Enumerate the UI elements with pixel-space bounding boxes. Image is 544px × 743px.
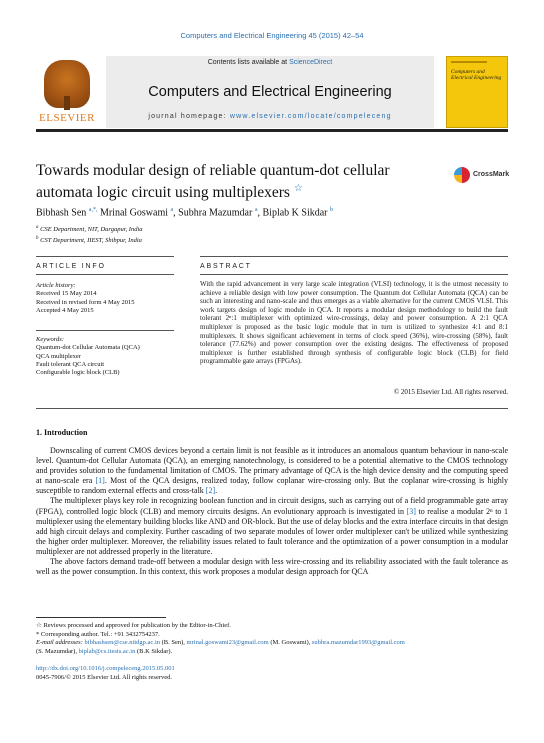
keyword: Fault tolerant QCA circuit	[36, 360, 105, 368]
cover-title: Computers and Electrical Engineering	[451, 69, 502, 81]
author-name: Subhra Mazumdar	[178, 207, 253, 219]
crossmark-badge[interactable]: CrossMark	[454, 167, 510, 185]
keyword: Quantum-dot Cellular Automata (QCA)	[36, 344, 140, 352]
keyword: Configurable logic block (CLB)	[36, 369, 120, 377]
elsevier-wordmark: ELSEVIER	[39, 112, 95, 124]
author-affiliation-mark[interactable]: a	[170, 207, 174, 213]
paragraph: Downscaling of current CMOS devices beyond a certain limit is not feasible as it introduces an anomalous quantum behaviour in nano-scale level. Quantum-dot Cellular Automata (QCA), an emerging nanotechnology, is considered to be a potential alternative to the CMOS technology and provides solution to the fundamental limitation of CMOS. The primary advantage of QCA is the high device density and the computing speed at nano-scale era [1]. Most of the QCA designs, realized today, follow coplanar wire-crossing only. But the coplanar wire-crossing is highly susceptible to random external effects and cross-talk [2].	[36, 446, 508, 496]
abstract-heading: ABSTRACT	[200, 263, 252, 270]
footnote: * Corresponding author. Tel.: +91 3432754237.	[36, 630, 160, 638]
footnote-divider	[36, 617, 166, 618]
author-name: Bibhash Sen	[36, 207, 87, 219]
paragraph: The multiplexer plays key role in recognizing boolean function and in circuit designs, such as carrying out of a field programmable gate array (FPGA), controlled logic block (CLB) and memory circuits designs. An evolutionary approach is investigated in [3] to realise a modular 2ⁿ to 1 multiplexer using the elementary building blocks like AND and OR-block. But the use of delay blocks and the extra interface circuits in that design add high circuit delays and complexity. Further cascading of two separate modules of lower order multiplexer can't be utilized while synthesizing the higher order multiplexer. Moreover, the reliability issues related to fault tolerance and the optimization of a power consumption in a modular multiplexer are not addressed properly in the literature.	[36, 496, 508, 556]
doi-link[interactable]: http://dx.doi.org/10.1016/j.compeleceng.2015.05.001	[36, 665, 175, 672]
issn-line: 0045-7906/© 2015 Elsevier Ltd. All rights reserved.	[36, 674, 172, 681]
affiliation: $^b$ CST Department, IIEST, Shibpur, India	[36, 236, 142, 245]
affiliation: $^a$ CSE Department, NIT, Durgapur, India	[36, 225, 143, 234]
author-list: Bibhash Sen $^{a,*,}$ Mrinal Goswami $^a$, Subhra Mazumdar $^a$, Biplab K Sikdar $^b$	[36, 207, 333, 219]
citation-link[interactable]: [1]	[95, 476, 105, 486]
article-title: Towards modular design of reliable quantum-dot cellular automata logic circuit using multiplexers ☆	[36, 162, 390, 202]
divider	[200, 274, 508, 275]
divider	[36, 408, 508, 409]
email-link[interactable]: subhra.mazumdar1993@gmail.com	[311, 639, 405, 647]
paragraph: The above factors demand trade-off between a modular design with less wire-crossing and its reliability associated with the fault tolerance as well as the power consumption. In this context, this work proposes a modular design approach for QCA	[36, 557, 508, 577]
abstract-copyright: © 2015 Elsevier Ltd. All rights reserved.	[393, 388, 508, 396]
history-item: Received in revised form 4 May 2015	[36, 298, 135, 306]
contents-line: Contents lists available at ScienceDirect	[207, 59, 333, 66]
elsevier-logo	[36, 56, 98, 128]
masthead-center	[106, 56, 434, 128]
email-link[interactable]: biplab@cs.iiests.ac.in	[78, 647, 136, 655]
keywords: Keywords: Quantum-dot Cellular Automata (QCA) QCA multiplexer Fault tolerant QCA circuit Configurable logic block (CLB)	[36, 336, 166, 377]
email-link[interactable]: mrinal.goswami23@gmail.com	[186, 639, 269, 647]
article-history: Article history: Received 15 May 2014 Received in revised form 4 May 2015 Accepted 4 May 2015	[36, 282, 166, 315]
intro-body	[36, 446, 508, 577]
citation-link[interactable]: [2]	[205, 486, 216, 496]
section-heading: 1. Introduction	[36, 428, 88, 437]
author-affiliation-mark[interactable]: b	[330, 207, 333, 213]
citation-link[interactable]: [3]	[406, 506, 416, 516]
divider	[36, 274, 174, 275]
abstract-text: With the rapid advancement in very large scale integration (VLSI) technology, it is the utmost necessity to achieve a reliable design with low power consumption. The Quantum dot Cellular Automata (QCA) can be such an interesting and nano-scale and thus emerges as a viable alternative for the current CMOS VLSI. This work targets design of logic module in QCA. It reports a modular design methodology to build the fault tolerant 2ⁿ:1 multiplexer with optimized wire-crossings, delay and power consumption. A 2:1 QCA multiplexer is proposed as the basic logic module that in turn is utilized to synthesize 4:1 and 8:1 multiplexers. It shows significant achievement in terms of clock speed (36%), wire-crossing (58%), fault tolerance (77.62%) and power consumption over the existing designs. The effectiveness of proposed multiplexer is further established through synthesis of configurable logic block (CLB) for field programmable gate arrays (FPGAs).	[200, 280, 508, 366]
email-link[interactable]: bibhashsen@cse.nitdgp.ac.in	[84, 639, 160, 647]
footnote: (S. Mazumdar), biplab@cs.iiests.ac.in (B.K Sikdar).	[36, 647, 173, 655]
author-name: Mrinal Goswami	[99, 207, 168, 219]
history-item: Accepted 4 May 2015	[36, 306, 94, 314]
article-info-heading: ARTICLE INFO	[36, 263, 106, 270]
divider	[200, 256, 508, 257]
history-item: Received 15 May 2014	[36, 290, 97, 298]
divider	[36, 330, 174, 331]
doi-block	[36, 664, 175, 682]
footnote: E-mail addresses: bibhashsen@cse.nitdgp.ac.in (B. Sen), mrinal.goswami23@gmail.com (M. Goswami), subhra.mazumdar1993@gmail.com	[36, 639, 405, 647]
keyword: QCA multiplexer	[36, 352, 81, 360]
footnote: ☆ Reviews processed and approved for publication by the Editor-in-Chief.	[36, 622, 231, 629]
author-name: Biplab K Sikdar	[262, 207, 328, 219]
journal-title: Computers and Electrical Engineering	[148, 84, 392, 100]
journal-reference[interactable]: Computers and Electrical Engineering 45 (2015) 42–54	[180, 31, 364, 40]
footnotes	[36, 622, 508, 656]
divider	[36, 256, 174, 257]
author-affiliation-mark[interactable]: a	[254, 207, 258, 213]
journal-masthead	[36, 56, 508, 132]
journal-homepage: journal homepage: www.elsevier.com/locate/compeleceng	[148, 113, 392, 120]
journal-cover-thumbnail[interactable]	[446, 56, 508, 128]
homepage-link[interactable]: www.elsevier.com/locate/compeleceng	[229, 113, 392, 120]
crossmark-icon	[454, 167, 470, 183]
sciencedirect-link[interactable]: ScienceDirect	[289, 59, 333, 66]
affiliations	[36, 223, 336, 245]
title-footnote-mark[interactable]: ☆	[293, 183, 303, 194]
author-affiliation-mark[interactable]: a,*,	[88, 207, 98, 213]
